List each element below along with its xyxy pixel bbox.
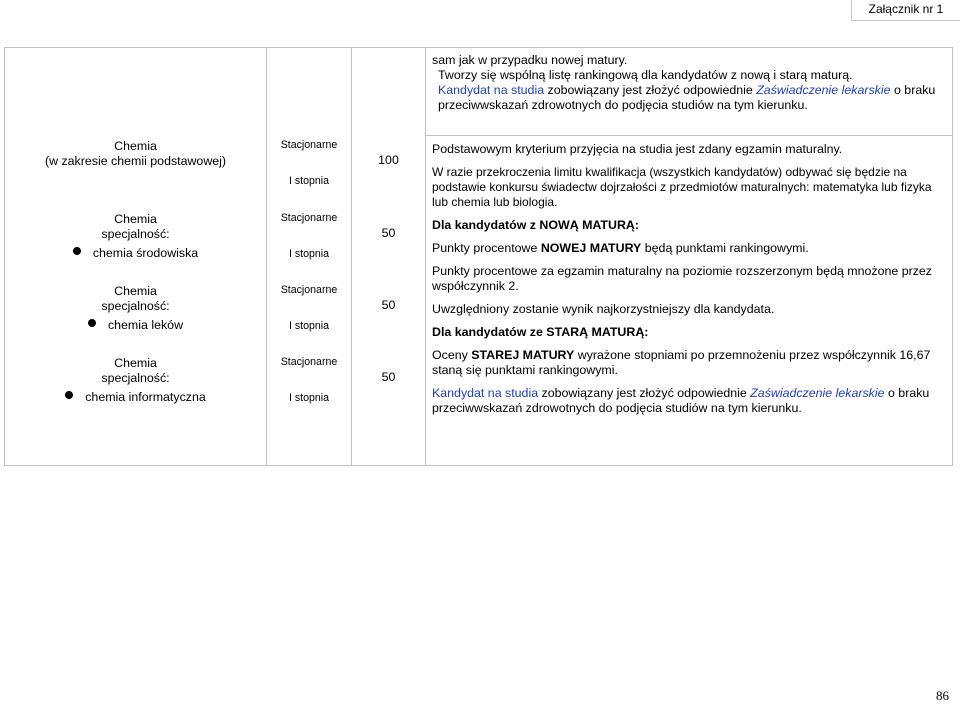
limit-value: 50 (381, 297, 396, 312)
program-item: Chemia (w zakresie chemii podstawowej) (44, 138, 227, 168)
empty-program-cell (5, 48, 267, 136)
empty-mode-cell (267, 48, 352, 136)
old-matura-rule: Oceny STAREJ MATURY wyrażone stopniami po przemnożeniu przez współczynnik 16,67 staną się punktami rankingowymi. (432, 348, 931, 377)
new-matura-heading: Dla kandydatów z NOWĄ MATURĄ: (432, 218, 639, 232)
intro-row (5, 48, 953, 136)
empty-limit-cell (352, 48, 426, 136)
bullet-icon (65, 391, 73, 399)
programs-row (5, 136, 953, 466)
intro-medical-note: Kandydat na studia zobowiązany jest złożyć odpowiednie Zaświadczenie lekarskie o braku przeciwwskazań zdrowotnych do podjęcia studiów na tym kierunku. (438, 83, 936, 112)
medical-certificate-link-top[interactable]: Zaświadczenie lekarskie (756, 83, 891, 97)
new-matura-rule-1: Punkty procentowe NOWEJ MATURY będą punktami rankingowymi. (432, 241, 809, 255)
limit-value: 50 (381, 369, 396, 384)
study-level: I stopnia (288, 391, 330, 404)
intro-cell (426, 48, 953, 136)
study-mode-cell (267, 136, 352, 466)
study-level: I stopnia (288, 174, 330, 187)
rules-ranking: W razie przekroczenia limitu kwalifikacja (wszystkich kandydatów) odbywać się będzie na podstawie konkursu świadectw dojrzałości z przedmiotów maturalnych: matematyka lub fizyka lub chemia lub biologia. (432, 165, 932, 209)
bullet-icon (73, 247, 81, 255)
new-matura-rule-2: Punkty procentowe za egzamin maturalny na poziomie rozszerzonym będą mnożone przez współczynnik 2. (432, 264, 933, 293)
program-item: Chemia specjalność: chemia środowiska (5, 212, 266, 284)
old-matura-heading: Dla kandydatów ze STARĄ MATURĄ: (432, 325, 649, 339)
study-level: I stopnia (288, 247, 330, 260)
study-mode: Stacjonarne (280, 355, 338, 368)
medical-certificate-link[interactable]: Zaświadczenie lekarskie (750, 386, 885, 400)
admission-table (4, 47, 953, 466)
study-mode: Stacjonarne (280, 283, 338, 296)
rules-basic-criterion: Podstawowym kryterium przyjęcia na studia jest zdany egzamin maturalny. (432, 142, 843, 156)
study-mode: Stacjonarne (280, 211, 338, 224)
new-matura-rule-3: Uwzględniony zostanie wynik najkorzystniejszy dla kandydata. (432, 302, 775, 316)
candidate-link-top[interactable]: Kandydat na studia (438, 83, 545, 97)
rules-cell (426, 136, 953, 466)
medical-note: Kandydat na studia zobowiązany jest złożyć odpowiednie Zaświadczenie lekarskie o braku przeciwwskazań zdrowotnych do podjęcia studiów na tym kierunku. (432, 386, 930, 415)
limit-value: 100 (378, 152, 399, 167)
limit-value: 50 (381, 225, 396, 240)
candidate-link[interactable]: Kandydat na studia (432, 386, 539, 400)
study-level: I stopnia (288, 319, 330, 332)
intro-line-2: Tworzy się wspólną listę rankingową dla kandydatów z nową i starą maturą. (438, 68, 853, 82)
limit-cell (352, 136, 426, 466)
bullet-icon (88, 319, 96, 327)
program-item: Chemia specjalność: chemia leków (5, 284, 266, 356)
page-number: 86 (936, 688, 949, 703)
program-item: Chemia specjalność: chemia informatyczna (5, 356, 266, 428)
program-names-cell (5, 136, 267, 466)
intro-line-1: sam jak w przypadku nowej matury. (432, 53, 628, 67)
annex-label: Załącznik nr 1 (851, 0, 960, 21)
study-mode: Stacjonarne (280, 138, 338, 151)
